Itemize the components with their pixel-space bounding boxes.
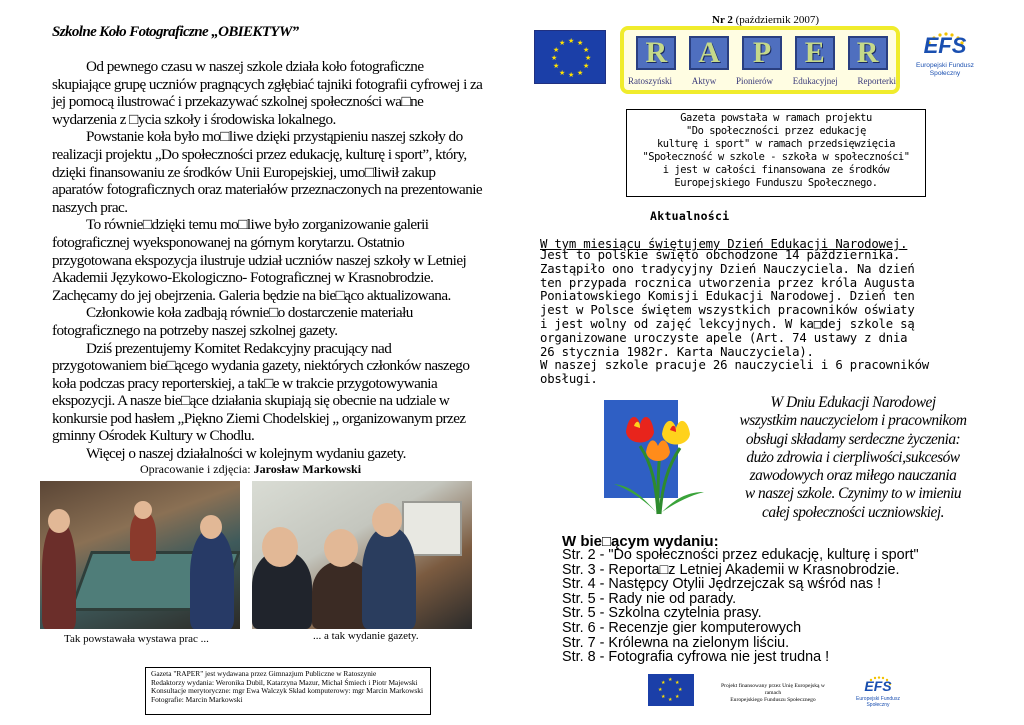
toc-item: Str. 3 - Reporta□z Letniej Akademii w Krasnobrodzie. — [562, 561, 900, 578]
eu-flag-icon: ★ ★ ★ ★ ★ ★ ★ ★ ★ ★ ★ ★ — [534, 30, 606, 84]
masthead-letter: P — [742, 36, 782, 70]
raper-masthead — [620, 26, 900, 94]
imprint-line: Gazeta "RAPER" jest wydawana przez Gimnazjum Publiczne w Ratoszynie — [151, 669, 377, 678]
efs-logo-icon — [904, 32, 986, 78]
masthead-word: Aktyw — [691, 76, 717, 86]
project-line: kulturę i sport" w ramach przedsięwzięcia — [656, 138, 896, 150]
imprint-line: Fotografie: Marcin Markowski — [151, 694, 243, 704]
masthead-word: Reporterki — [857, 76, 896, 86]
issue-date: (październik 2007) — [735, 14, 820, 26]
article-paragraph: To równie□dzięki temu mo□liwe było zorganizowanie galerii fotograficznej wyeksponowanej na górnym korytarzu. Ostatnio przygotowana ekspozycja ilustruje udział uczniów naszej szkoły w Letniej Akademii Językowo-Ekologiczno- Fotograficznej w Krasnobrodzie. Zachęcamy do jej obejrzenia. Galeria będzie na bie□ąco aktualizowana. — [52, 216, 467, 304]
toc-item: Str. 7 - Królewna na zielonym liściu. — [562, 634, 790, 651]
project-line: Europejskiego Funduszu Społecznego. — [674, 177, 878, 189]
masthead-letter: R — [848, 36, 888, 70]
project-line: i jest w całości finansowana ze środków — [662, 164, 890, 176]
toc-item: Str. 4 - Następcy Otylii Jędrzejczak są wśród nas ! — [562, 576, 882, 593]
masthead-letter: A — [689, 36, 729, 70]
article-paragraph: Członkowie koła zadbają równie□o dostarczenie materiału fotograficznego na potrzeby naszej szkolnej gazety. — [52, 304, 413, 339]
newsroom-photo — [252, 481, 472, 629]
imprint-line: Redaktorzy wydania: Weronika Dubil, Katarzyna Mazur, Michał Śmiech i Piotr Majewski — [151, 677, 418, 687]
toc-item: Str. 6 - Recenzje gier komputerowych — [562, 619, 802, 636]
toc-item: Str. 5 - Rady nie od parady. — [562, 590, 737, 607]
toc-item: Str. 5 - Szkolna czytelnia prasy. — [562, 605, 762, 622]
table-of-contents — [562, 548, 919, 665]
photo-caption: ... a tak wydanie gazety. — [313, 630, 419, 642]
news-title: W tym miesiącu świętujemy Dzień Edukacji Narodowej. — [540, 237, 908, 251]
masthead-letter: R — [636, 36, 676, 70]
exhibition-photo — [40, 481, 240, 629]
club-heading: Szkolne Koło Fotograficzne „OBIEKTYW” — [52, 24, 299, 40]
imprint-line: Konsultacje merytoryczne: mgr Ewa Walczyk Skład komputerowy: mgr Marcin Markowski — [151, 686, 424, 696]
toc-item: Str. 2 - "Do społeczności przez edukację, kulturę i sport" — [562, 547, 919, 563]
toc-heading: W bie□ącym wydaniu: — [562, 533, 719, 550]
article-paragraph: Od pewnego czasu w naszej szkole działa koło fotograficzne skupiające grupę uczniów pragnących zgłębiać tajniki fotografii cyfrowej i za jej pomocą ilustrować i przekazywać szkolnej społeczności wa□ne wydarzenia z □ycia szkoły i środowiska lokalnego. — [52, 58, 483, 128]
article-paragraph: Dziś prezentujemy Komitet Redakcyjny pracujący nad przygotowaniem bie□ącego wydania gazety, niektórych członków naszego koła podczas pracy reporterskiej, a tak□e w trakcie przygotowywania ekspozycji. A nasze bie□ące działania skupiają się obecnie na udziale w konkursie pod hasłem „Piękno Ziemi Chodelskiej „ organizowanym przez gminny Ośrodek Kultury w Chodlu. — [52, 339, 470, 445]
editorial-imprint — [145, 667, 431, 715]
news-body: Jest to polskie święto obchodzone 14 października. Zastąpiło ono tradycyjny Dzień Nauczyciela. Na dzień ten przypada rocznica utworzenia przez króla Augusta Poniatowskiego Komisji Edukacji Narodowej. Dzień ten jest w Polsce świętem wszystkich pracowników oświaty i jest wolny od zajęć lekcyjnych. W ka□dej szkole są organizowane uroczyste apele (Art. 74 ustawy z dnia 26 stycznia 1982r. Karta Nauczyciela). W naszej szkole pracuje 26 nauczycieli i 6 pracowników obsługi. — [540, 248, 929, 387]
tulip-bouquet-icon — [600, 394, 712, 517]
efs-mark: EFS — [923, 33, 967, 58]
club-article — [52, 58, 484, 463]
masthead-word: Pionierów — [736, 76, 773, 86]
project-line: Gazeta powstała w ramach projektu — [680, 112, 872, 124]
efs-logo-icon — [848, 676, 908, 708]
photo-caption: Tak powstawała wystawa prac ... — [64, 633, 209, 645]
holiday-wishes: W Dniu Edukacji Narodowej wszystkim nauczycielom i pracownikom obsługi składamy serdeczne życzenia: dużo zdrowia i cierpliwości,sukcesów zawodowych oraz miłego nauczania w naszej szkole. Czynimy to w imieniu całej społeczności uczniowskiej. — [739, 394, 967, 521]
funding-line: Europejskiego Funduszu Społecznego — [730, 697, 816, 703]
masthead-word: Ratoszyński — [628, 76, 672, 86]
issue-number: Nr 2 — [712, 14, 733, 26]
issue-info — [712, 14, 819, 26]
masthead-letter: E — [795, 36, 835, 70]
efs-mark: EFS — [864, 678, 892, 694]
masthead-word: Edukacyjnej — [792, 76, 838, 86]
eu-flag-icon: ★ ★ ★ ★ ★ ★ ★ ★ — [648, 674, 694, 706]
funding-line: Projekt finansowany przez Unię Europejską w ramach — [721, 683, 825, 696]
credit-name: Jarosław Markowski — [253, 462, 362, 476]
efs-caption: Europejski Fundusz Społeczny — [916, 62, 974, 77]
efs-caption: Europejski Fundusz Społeczny — [856, 696, 900, 708]
project-line: "Społeczność w szkole - szkoła w społeczności" — [642, 151, 910, 163]
credit-label: Opracowanie i zdjęcia: — [140, 462, 251, 476]
project-line: "Do społeczności przez edukację — [686, 125, 866, 137]
toc-item: Str. 8 - Fotografia cyfrowa nie jest trudna ! — [562, 649, 830, 666]
article-paragraph: Powstanie koła było mo□liwe dzięki przystąpieniu naszej szkoły do realizacji projektu „Do społeczności przez edukację, kulturę i sport”, który, dzięki finansowaniu ze środków Unii Europejskiej, umo□liwił zakup aparatów fotograficznych oraz materiałów przeznaczonych na prezentowanie naszych prac. — [52, 128, 483, 216]
article-paragraph: Więcej o naszej działalności w kolejnym wydaniu gazety. — [86, 445, 406, 463]
project-info-box — [626, 109, 926, 197]
funding-note — [718, 683, 828, 704]
news-heading: Aktualności — [650, 209, 730, 223]
photo-credit — [140, 462, 361, 477]
